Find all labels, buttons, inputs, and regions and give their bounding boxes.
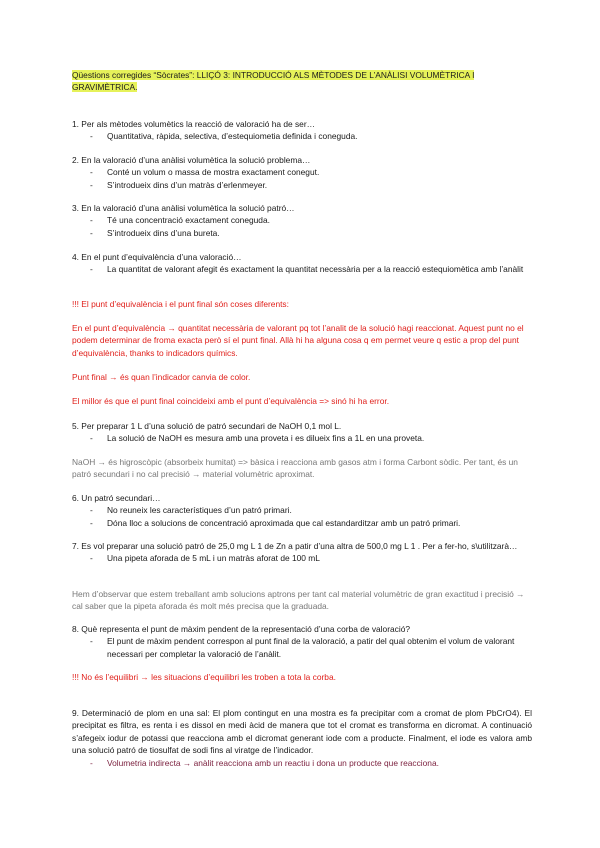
lesson-title-text: Qüestions corregides “Sòcrates”: LLIÇÓ 3: INTRODUCCIÓ ALS MÈTODES DE L’ANÀLISI VOLUMÈTRICA I GRAVIMÈTRICA. <box>72 70 475 93</box>
question-7 <box>72 540 532 565</box>
question-3-text: 3. En la valoració d’una anàlisi volumètica la solució patró… <box>72 203 295 213</box>
question-3-answer-1: - Té una concentració exactament coneguda. <box>72 214 532 226</box>
question-9 <box>72 707 532 769</box>
question-4-text: 4. En el punt d’equivalència d’una valoració… <box>72 252 242 262</box>
question-6-answer-1: - No reuneix les característiques d’un patró primari. <box>72 504 532 516</box>
question-2-answer-2: - S’introdueix dins d’un matràs d’erlenmeyer. <box>72 179 532 191</box>
question-9-answer: - Volumetria indirecta → anàlit reacciona amb un reactiu i dona un producte que reacciona. <box>72 757 532 769</box>
question-8-answer: - El punt de màxim pendent correspon al punt final de la valoració, a patir del qual obtenim el volum de valorant necessari per completar la valoració de l’anàlit. <box>72 635 532 660</box>
note-equivalence: !!! El punt d’equivalència i el punt final són coses diferents: <box>72 299 289 309</box>
lesson-title <box>72 69 532 94</box>
question-4 <box>72 251 532 276</box>
question-5-answer: - La solució de NaOH es mesura amb una proveta i es dilueix fins a 1L en una proveta. <box>72 432 532 444</box>
note-pipette: Hem d’observar que estem treballant amb solucions aptrons per tant cal material volumètric de gran exactitud i precisió → cal saber que la pipeta aforada és molt més precisa que la graduada. <box>72 589 525 612</box>
note-best-case: El millor és que el punt final coincideixi amb el punt d’equivalència => sinó hi ha error. <box>72 396 390 406</box>
question-5 <box>72 420 532 445</box>
question-2 <box>72 154 532 191</box>
question-1-answer: - Quantitativa, ràpida, selectiva, d’estequiometia definida i coneguda. <box>72 130 532 142</box>
question-3-answer-2: - S’introdueix dins d’una bureta. <box>72 227 532 239</box>
question-1-text: 1. Per als mètodes volumètics la reacció de valoració ha de ser… <box>72 119 315 129</box>
question-8-text: 8. Què representa el punt de màxim pendent de la representació d’una corba de valoració? <box>72 624 411 634</box>
question-4-answer: - La quantitat de valorant afegit és exactament la quantitat necessària per a la reacció estequiomètica amb l’anàlit <box>72 263 532 275</box>
note-naoh: NaOH → és higroscòpic (absorbeix humitat) => bàsica i reacciona amb gasos atm i forma Carbont sòdic. Per tant, és un patró secundari i no cal precisió → material volumètric aproximat. <box>72 457 518 480</box>
question-7-text: 7. Es vol preparar una solució patró de 25,0 mg L 1 de Zn a patir d’una altra de 500,0 mg L 1 . Per a fer-ho, s\utilitzarà… <box>72 541 518 551</box>
question-2-answer-1: - Conté un volum o massa de mostra exactament conegut. <box>72 166 532 178</box>
question-9-text: 9. Determinació de plom en una sal: El plom contingut en una mostra es fa precipitar com a cromat de plom PbCrO4). El precipitat es filtra, es renta i es dissol en medi àcid de manera que tot el cromat es transforma en dicromat. A continuació s’afegeix iodur de potassi que reacciona amb el dicromat generant iode com a producte. Finalment, el iode es valora amb una solució patró de tiosulfat de sodi fins al viratge de l’indicador. <box>72 708 532 756</box>
question-7-answer: - Una pipeta aforada de 5 mL i un matràs aforat de 100 mL <box>72 552 532 564</box>
note-equivalence-detail: En el punt d’equivalència → quantitat necessària de valorant pq tot l’analit de la solució hagi reaccionat. Aquest punt no el podem determinar de froma exacta però sí el punt final. Allà hi ha alguna cosa q em permet veure q estic a prop del punt d’equivalència, thanks to indicadors químics. <box>72 323 524 358</box>
question-3 <box>72 202 532 239</box>
note-final-point: Punt final → és quan l’indicador canvia de color. <box>72 372 251 382</box>
note-equilibrium: !!! No és l’equilibri → les situacions d’equilibri les troben a tota la corba. <box>72 672 336 682</box>
question-6-answer-2: - Dóna lloc a solucions de concentració aproximada que cal estandarditzar amb un patró primari. <box>72 517 532 529</box>
question-5-text: 5. Per preparar 1 L d’una solució de patró secundari de NaOH 0,1 mol L. <box>72 421 342 431</box>
question-8 <box>72 623 532 660</box>
question-6-text: 6. Un patró secundari… <box>72 493 161 503</box>
question-6 <box>72 492 532 529</box>
question-1 <box>72 118 532 143</box>
question-2-text: 2. En la valoració d’una anàlisi volumètica la solució problema… <box>72 155 311 165</box>
